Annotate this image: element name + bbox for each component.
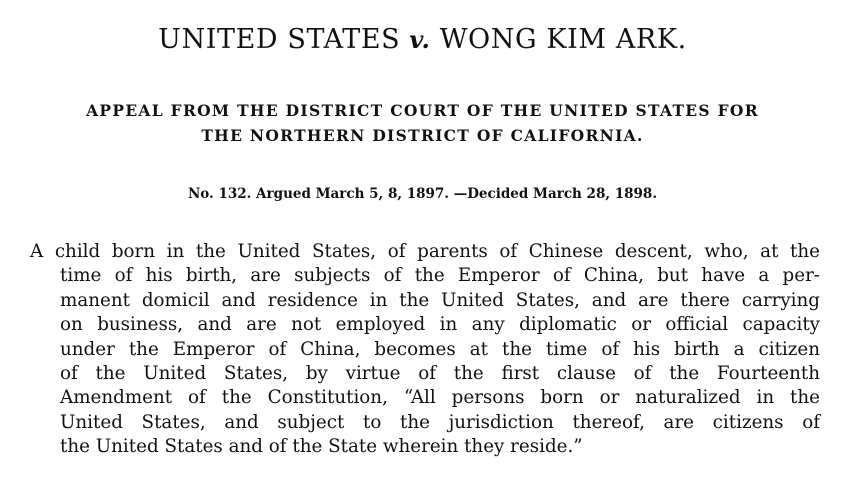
case-title-party-2: WONG KIM ARK. [439, 24, 687, 55]
appeal-heading [0, 98, 845, 148]
docket-line: No. 132. Argued March 5, 8, 1897. —Decided March 28, 1898. [187, 186, 658, 202]
headnote-line: the United States and of the State wherein they reside.” [60, 436, 583, 458]
headnote-line: on business, and are not employed in any diplomatic or official capacity [60, 314, 820, 336]
headnote-line: A child born in the United States, of parents of Chinese descent, who, at the [30, 241, 820, 262]
appeal-heading-line-1: APPEAL FROM THE DISTRICT COURT OF THE UNITED STATES FOR [86, 101, 759, 120]
case-title-versus: v. [409, 25, 431, 54]
headnote-line: time of his birth, are subjects of the Emperor of China, but have a per- [60, 265, 820, 287]
headnote-line: of the United States, by virtue of the first clause of the Fourteenth [60, 363, 820, 385]
case-title [0, 24, 845, 55]
appeal-heading-line-2: THE NORTHERN DISTRICT OF CALIFORNIA. [201, 126, 644, 145]
headnote-line: Amendment of the Constitution, “All persons born or naturalized in the [60, 387, 820, 409]
headnote-line: manent domicil and residence in the United States, and are there carrying [60, 289, 820, 311]
headnote-paragraph [30, 240, 820, 460]
case-title-party-1: UNITED STATES [158, 24, 401, 55]
headnote-line: under the Emperor of China, becomes at the time of his birth a citizen [60, 338, 820, 360]
headnote-line: United States, and subject to the jurisdiction thereof, are citizens of [60, 411, 820, 433]
